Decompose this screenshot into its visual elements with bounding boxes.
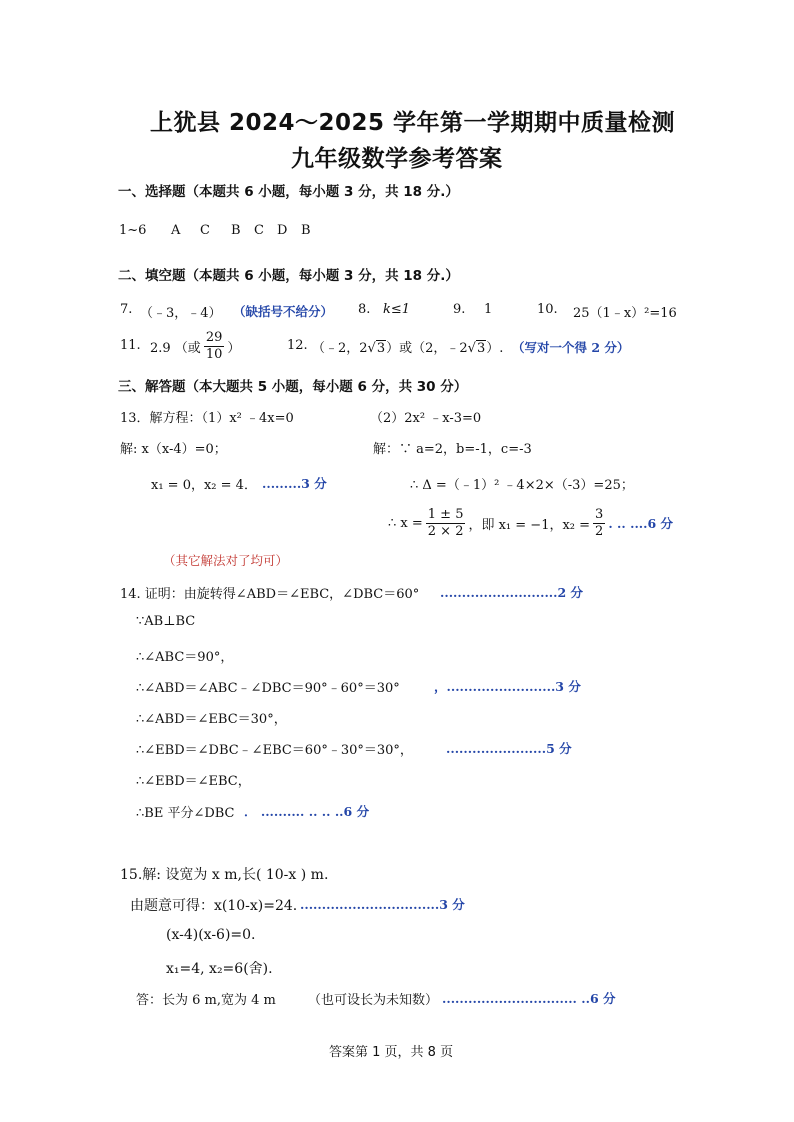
q13-sol1-line1: 解: x（x-4）=0； bbox=[120, 442, 227, 457]
q12-radicand-1: 3 bbox=[376, 341, 386, 356]
q9-answer: 1 bbox=[484, 302, 493, 317]
q14-line7: ∴∠EBD＝∠EBC， bbox=[136, 774, 251, 789]
q15-line5: 答：长为 6 m,宽为 4 m bbox=[136, 993, 276, 1008]
q13-fraction-1-numerator: 1 ± 5 bbox=[427, 506, 464, 522]
q12-radicand-2: 3 bbox=[476, 341, 486, 356]
q15-line3: (x-4)(x-6)=0. bbox=[166, 927, 256, 943]
q12-part-b: ）或（2，﹣2 bbox=[386, 341, 468, 356]
q7-number: 7. bbox=[120, 302, 133, 317]
q13-fraction-1 bbox=[426, 507, 466, 540]
section3-heading: 三、解答题（本大题共 5 小题，每小题 6 分，共 30 分） bbox=[118, 379, 468, 395]
q11-close: ） bbox=[227, 340, 241, 356]
q15-line2-score: ................................3 分 bbox=[300, 897, 465, 912]
q8-answer: k≤1 bbox=[383, 302, 411, 317]
q13-sol2-line1: 解：∵ a=2，b=-1，c=-3 bbox=[373, 442, 532, 457]
q15-line4: x₁=4, x₂=6(舍). bbox=[166, 961, 273, 977]
q9-number: 9. bbox=[453, 302, 466, 317]
q10-answer: 25（1﹣x）²=16 bbox=[573, 306, 677, 321]
page-subtitle: 九年级数学参考答案 bbox=[291, 146, 503, 172]
q10-number: 10. bbox=[537, 302, 558, 317]
q15-line5-note: （也可设长为未知数） bbox=[308, 993, 439, 1008]
q12-number: 12. bbox=[287, 338, 308, 353]
page-title: 上犹县 2024～2025 学年第一学期期中质量检测 bbox=[150, 110, 676, 136]
q6-answer: B bbox=[301, 223, 311, 238]
q13-note: （其它解法对了均可） bbox=[163, 553, 289, 568]
q1-6-range: 1~6 bbox=[119, 223, 147, 238]
q14-line2: ∵AB⊥BC bbox=[136, 614, 196, 629]
q15-line5-score: ............................... ..6 分 bbox=[442, 991, 616, 1006]
q11-fraction-numerator: 29 bbox=[205, 329, 223, 345]
section2-heading: 二、填空题（本题共 6 小题，每小题 3 分，共 18 分.） bbox=[118, 268, 459, 284]
q13-sol2-line3-b: ，即 x₁ = −1，x₂ = bbox=[468, 517, 591, 533]
q13-sol1-line2: x₁ = 0，x₂ = 4． bbox=[151, 478, 257, 493]
q11-answer: 2.9 （或 bbox=[150, 340, 201, 356]
sqrt-symbol-icon: √ bbox=[367, 341, 376, 356]
q15-line2: 由题意可得：x(10-x)=24. bbox=[130, 898, 298, 914]
q14-line6: ∴∠EBD＝∠DBC﹣∠EBC＝60°﹣30°＝30°， bbox=[136, 743, 413, 758]
q5-answer: D bbox=[277, 223, 288, 238]
q14-line4: ∴∠ABD＝∠ABC﹣∠DBC＝90°﹣60°＝30° bbox=[136, 681, 400, 696]
section1-heading: 一、选择题（本题共 6 小题，每小题 3 分，共 18 分.） bbox=[118, 184, 459, 200]
q1-answer: A bbox=[171, 223, 181, 238]
q14-line8: ∴BE 平分∠DBC bbox=[136, 806, 235, 821]
q12-part-c: ）. bbox=[486, 341, 504, 356]
q14-line8-score: ． .......... .. .. ..6 分 bbox=[244, 804, 370, 819]
q11-number: 11. bbox=[120, 338, 141, 353]
q13-fraction-2-numerator: 3 bbox=[595, 506, 604, 522]
q11-answer-group bbox=[150, 326, 240, 366]
q11-fraction bbox=[204, 330, 225, 363]
page-footer: 答案第 1 页，共 8 页 bbox=[329, 1045, 454, 1060]
q13-title: 13．解方程：（1）x² ﹣4x=0 bbox=[120, 411, 294, 426]
q11-fraction-denominator: 10 bbox=[205, 346, 223, 362]
q15-line1: 15.解: 设宽为 x m,长( 10-x ) m. bbox=[120, 867, 329, 883]
q13-fraction-2-denominator: 2 bbox=[595, 523, 604, 539]
q13-sol2-score: . .. ....6 分 bbox=[608, 516, 674, 531]
q14-line3: ∴∠ABC＝90°， bbox=[136, 650, 234, 665]
q13-sol2-line2: ∴ Δ =（﹣1）² ﹣4×2×（-3）=25； bbox=[410, 478, 634, 493]
q3-answer: B bbox=[231, 223, 241, 238]
q4-answer: C bbox=[254, 223, 264, 238]
q8-number: 8. bbox=[358, 302, 371, 317]
q14-line6-score: .......................5 分 bbox=[446, 741, 572, 756]
q14-line5: ∴∠ABD＝∠EBC＝30°， bbox=[136, 712, 287, 727]
q13-fraction-2 bbox=[593, 507, 605, 540]
q7-note: （缺括号不给分） bbox=[233, 304, 334, 319]
q12-note: （写对一个得 2 分） bbox=[512, 340, 630, 355]
q14-line1-score: ...........................2 分 bbox=[440, 585, 584, 600]
q13-sol2-line3-a: ∴ x = bbox=[388, 515, 423, 531]
q14-line1: 14. 证明：由旋转得∠ABD＝∠EBC，∠DBC＝60° bbox=[120, 587, 420, 602]
q13-part2: （2）2x² ﹣x-3=0 bbox=[370, 411, 482, 426]
q13-sol1-score: .........3 分 bbox=[262, 476, 327, 491]
q12-part-a: （﹣2，2 bbox=[312, 341, 368, 356]
q2-answer: C bbox=[200, 223, 210, 238]
q7-answer: （﹣3，﹣4） bbox=[140, 306, 222, 321]
q13-fraction-1-denominator: 2 × 2 bbox=[427, 523, 464, 539]
q13-sol2-line3 bbox=[388, 502, 673, 544]
q12-answer bbox=[312, 337, 503, 356]
q14-line4-score: ，.........................3 分 bbox=[434, 679, 581, 694]
sqrt-symbol-icon: √ bbox=[467, 341, 476, 356]
